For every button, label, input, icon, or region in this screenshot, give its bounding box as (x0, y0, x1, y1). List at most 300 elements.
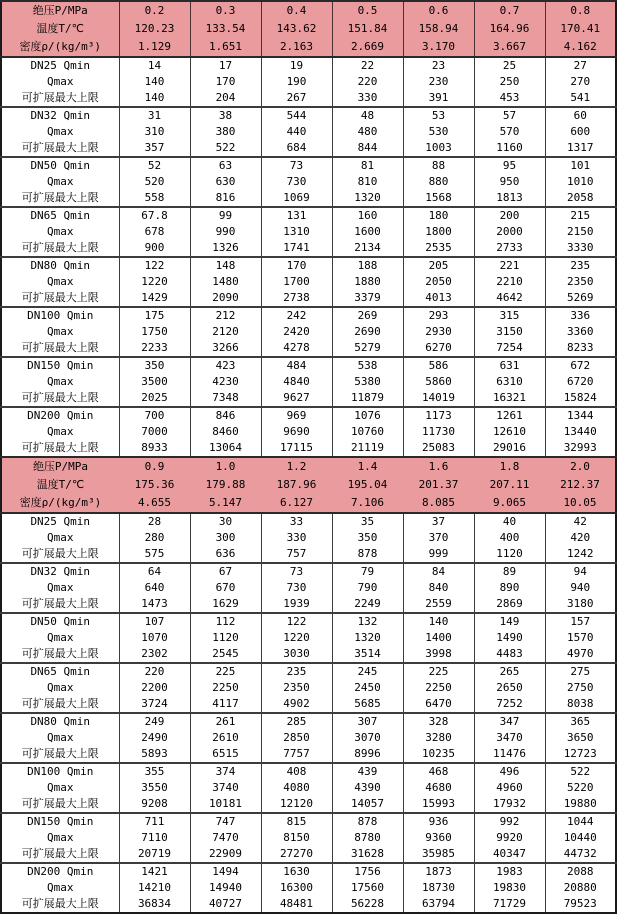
density-value: 4.655 (137, 496, 172, 509)
qmax-label: Qmax (47, 175, 74, 188)
qmin-value: 38 (190, 107, 261, 124)
qmin-value: 149 (474, 613, 545, 630)
qmin-value: 200 (474, 207, 545, 224)
table-row (1, 274, 616, 290)
qmin-value: 81 (332, 157, 403, 174)
qmin-value: 60 (545, 107, 616, 124)
qmin-value: 160 (332, 207, 403, 224)
qmin-value: 79 (332, 563, 403, 580)
dn-group (1, 157, 616, 207)
dn-group (1, 613, 616, 663)
expandable-max-value: 3330 (545, 240, 616, 257)
expandable-max-value: 8933 (119, 440, 190, 457)
expandable-max-value: 1813 (474, 190, 545, 207)
qmax-value: 2690 (332, 324, 403, 340)
dn-qmin-label: DN25 Qmin (30, 59, 91, 72)
table-row (1, 863, 616, 880)
table-row (1, 240, 616, 257)
expandable-max-value: 1473 (119, 596, 190, 613)
expandable-max-value: 2733 (474, 240, 545, 257)
qmax-value: 220 (332, 74, 403, 90)
qmin-value: 245 (332, 663, 403, 680)
expandable-max-value: 8038 (545, 696, 616, 713)
expandable-max-value: 4013 (403, 290, 474, 307)
expandable-max-value: 12120 (261, 796, 332, 813)
expandable-max-value: 1242 (545, 546, 616, 563)
qmax-value: 730 (261, 580, 332, 596)
table-row (1, 140, 616, 157)
qmax-value: 13440 (545, 424, 616, 440)
density-label: 密度ρ/(kg/m³) (19, 40, 102, 53)
pressure-value: 0.5 (332, 1, 403, 20)
temperature-value: 179.88 (205, 478, 246, 491)
table-row (1, 107, 616, 124)
expandable-max-value: 140 (119, 90, 190, 107)
pressure-row (1, 1, 616, 20)
qmin-value: 265 (474, 663, 545, 680)
expandable-max-value: 3266 (190, 340, 261, 357)
expandable-max-value: 2302 (119, 646, 190, 663)
expandable-max-value: 6470 (403, 696, 474, 713)
pressure-header-band (1, 457, 616, 513)
qmin-value: 538 (332, 357, 403, 374)
expandable-max-label: 可扩展最大上限 (21, 697, 99, 710)
table-row (1, 663, 616, 680)
expandable-max-value: 1429 (119, 290, 190, 307)
expandable-max-value: 5269 (545, 290, 616, 307)
table-row (1, 207, 616, 224)
qmax-value: 18730 (403, 880, 474, 896)
qmin-value: 212 (190, 307, 261, 324)
qmax-value: 330 (261, 530, 332, 546)
density-value: 6.127 (279, 496, 314, 509)
expandable-max-value: 3514 (332, 646, 403, 663)
expandable-max-label: 可扩展最大上限 (21, 597, 99, 610)
qmin-value: 30 (190, 513, 261, 530)
qmin-value: 242 (261, 307, 332, 324)
dn-qmin-label: DN32 Qmin (30, 565, 91, 578)
temperature-value: 201.37 (418, 478, 459, 491)
qmin-value: 1076 (332, 407, 403, 424)
table-row (1, 880, 616, 896)
qmin-value: 1630 (261, 863, 332, 880)
expandable-max-value: 1120 (474, 546, 545, 563)
qmax-value: 10760 (332, 424, 403, 440)
qmin-value: 307 (332, 713, 403, 730)
qmin-value: 700 (119, 407, 190, 424)
expandable-max-value: 999 (403, 546, 474, 563)
qmin-value: 40 (474, 513, 545, 530)
expandable-max-label: 可扩展最大上限 (21, 141, 99, 154)
expandable-max-value: 2249 (332, 596, 403, 613)
pressure-value: 1.2 (286, 460, 307, 473)
table-row (1, 174, 616, 190)
dn-group (1, 107, 616, 157)
density-label: 密度ρ/(kg/m³) (19, 496, 102, 509)
qmax-value: 3360 (545, 324, 616, 340)
qmax-value: 2050 (403, 274, 474, 290)
qmax-label: Qmax (47, 881, 74, 894)
dn-qmin-label: DN100 Qmin (27, 309, 94, 322)
qmin-value: 67.8 (119, 207, 190, 224)
qmax-value: 880 (403, 174, 474, 190)
qmin-value: 815 (261, 813, 332, 830)
qmax-value: 170 (190, 74, 261, 90)
qmax-value: 2250 (190, 680, 261, 696)
qmax-value: 1120 (190, 630, 261, 646)
pressure-value: 0.6 (403, 1, 474, 20)
temperature-value: 195.04 (347, 478, 388, 491)
qmax-value: 520 (119, 174, 190, 190)
qmax-value: 7470 (190, 830, 261, 846)
expandable-max-value: 36834 (119, 896, 190, 913)
expandable-max-value: 14019 (403, 390, 474, 407)
expandable-max-value: 10181 (190, 796, 261, 813)
qmax-label: Qmax (47, 531, 74, 544)
pressure-value: 1.6 (428, 460, 449, 473)
qmin-value: 140 (403, 613, 474, 630)
table-row (1, 713, 616, 730)
expandable-max-value: 22909 (190, 846, 261, 863)
expandable-max-value: 3030 (261, 646, 332, 663)
qmax-value: 440 (261, 124, 332, 140)
density-row (1, 494, 616, 513)
expandable-max-value: 5279 (332, 340, 403, 357)
density-value: 9.065 (492, 496, 527, 509)
table-row (1, 190, 616, 207)
expandable-max-value: 4483 (474, 646, 545, 663)
expandable-max-value: 4642 (474, 290, 545, 307)
expandable-max-value: 2535 (403, 240, 474, 257)
qmax-value: 350 (332, 530, 403, 546)
expandable-max-value: 878 (332, 546, 403, 563)
qmax-value: 1570 (545, 630, 616, 646)
qmax-value: 9920 (474, 830, 545, 846)
qmin-value: 25 (474, 57, 545, 74)
qmin-value: 52 (119, 157, 190, 174)
temperature-label: 温度T/℃ (36, 478, 85, 491)
qmax-value: 6720 (545, 374, 616, 390)
expandable-max-value: 1160 (474, 140, 545, 157)
qmin-value: 63 (190, 157, 261, 174)
qmin-value: 53 (403, 107, 474, 124)
expandable-max-value: 21119 (332, 440, 403, 457)
table-row (1, 830, 616, 846)
qmax-value: 2750 (545, 680, 616, 696)
qmax-value: 1220 (119, 274, 190, 290)
expandable-max-label: 可扩展最大上限 (21, 191, 99, 204)
qmax-value: 2610 (190, 730, 261, 746)
qmax-value: 1490 (474, 630, 545, 646)
dn-group (1, 713, 616, 763)
qmax-value: 790 (332, 580, 403, 596)
qmin-value: 235 (545, 257, 616, 274)
qmax-value: 3470 (474, 730, 545, 746)
qmax-value: 280 (119, 530, 190, 546)
qmax-value: 1800 (403, 224, 474, 240)
expandable-max-value: 14057 (332, 796, 403, 813)
density-value: 1.129 (119, 38, 190, 57)
pressure-value: 1.0 (215, 460, 236, 473)
qmin-value: 1044 (545, 813, 616, 830)
temperature-value: 212.37 (560, 478, 600, 491)
table-row (1, 563, 616, 580)
expandable-max-value: 31628 (332, 846, 403, 863)
qmin-value: 484 (261, 357, 332, 374)
qmax-value: 3740 (190, 780, 261, 796)
expandable-max-value: 20719 (119, 846, 190, 863)
qmin-value: 33 (261, 513, 332, 530)
expandable-max-value: 35985 (403, 846, 474, 863)
table-row (1, 613, 616, 630)
qmin-value: 468 (403, 763, 474, 780)
qmax-value: 4840 (261, 374, 332, 390)
table-row (1, 896, 616, 913)
dn-group (1, 863, 616, 913)
pressure-header-band (1, 1, 616, 57)
qmin-value: 1494 (190, 863, 261, 880)
qmin-value: 1421 (119, 863, 190, 880)
qmin-value: 439 (332, 763, 403, 780)
temperature-value: 164.96 (474, 20, 545, 38)
expandable-max-value: 7757 (261, 746, 332, 763)
table-row (1, 90, 616, 107)
expandable-max-value: 3998 (403, 646, 474, 663)
qmin-value: 31 (119, 107, 190, 124)
qmax-label: Qmax (47, 225, 74, 238)
density-value: 1.651 (190, 38, 261, 57)
dn-qmin-label: DN65 Qmin (30, 209, 91, 222)
qmax-value: 530 (403, 124, 474, 140)
table-row (1, 763, 616, 780)
qmax-value: 8780 (332, 830, 403, 846)
qmin-value: 175 (119, 307, 190, 324)
qmax-value: 678 (119, 224, 190, 240)
qmax-value: 12610 (474, 424, 545, 440)
qmin-value: 315 (474, 307, 545, 324)
table-row (1, 646, 616, 663)
qmin-value: 122 (119, 257, 190, 274)
expandable-max-value: 267 (261, 90, 332, 107)
expandable-max-value: 3724 (119, 696, 190, 713)
qmax-value: 2350 (545, 274, 616, 290)
expandable-max-value: 2233 (119, 340, 190, 357)
pressure-value: 2.0 (570, 460, 590, 473)
density-value: 5.147 (208, 496, 243, 509)
qmax-value: 5860 (403, 374, 474, 390)
qmax-value: 380 (190, 124, 261, 140)
expandable-max-value: 10235 (403, 746, 474, 763)
qmax-value: 230 (403, 74, 474, 90)
qmax-label: Qmax (47, 731, 74, 744)
qmax-value: 1750 (119, 324, 190, 340)
qmin-value: 2088 (545, 863, 616, 880)
table-row (1, 780, 616, 796)
qmax-value: 630 (190, 174, 261, 190)
pressure-row (1, 457, 616, 476)
qmax-value: 19830 (474, 880, 545, 896)
qmin-value: 936 (403, 813, 474, 830)
qmin-value: 249 (119, 713, 190, 730)
qmin-value: 131 (261, 207, 332, 224)
expandable-max-value: 844 (332, 140, 403, 157)
qmin-value: 328 (403, 713, 474, 730)
qmax-value: 17560 (332, 880, 403, 896)
qmin-value: 22 (332, 57, 403, 74)
dn-group (1, 663, 616, 713)
density-value: 2.163 (261, 38, 332, 57)
density-value: 8.085 (421, 496, 456, 509)
expandable-max-value: 79523 (545, 896, 616, 913)
table-row (1, 407, 616, 424)
dn-qmin-label: DN80 Qmin (30, 715, 91, 728)
table-row (1, 846, 616, 863)
qmax-value: 3280 (403, 730, 474, 746)
qmin-value: 846 (190, 407, 261, 424)
dn-group (1, 513, 616, 563)
pressure-label: 绝压P/MPa (32, 4, 88, 17)
expandable-max-label: 可扩展最大上限 (21, 747, 99, 760)
expandable-max-value: 4278 (261, 340, 332, 357)
expandable-max-value: 4970 (545, 646, 616, 663)
expandable-max-value: 9208 (119, 796, 190, 813)
qmax-value: 1310 (261, 224, 332, 240)
qmin-value: 1873 (403, 863, 474, 880)
qmax-value: 16300 (261, 880, 332, 896)
temperature-row (1, 476, 616, 494)
qmax-value: 3150 (474, 324, 545, 340)
qmin-value: 355 (119, 763, 190, 780)
qmin-value: 631 (474, 357, 545, 374)
expandable-max-value: 204 (190, 90, 261, 107)
expandable-max-value: 2738 (261, 290, 332, 307)
expandable-max-label: 可扩展最大上限 (21, 797, 99, 810)
qmax-value: 5220 (545, 780, 616, 796)
table-row (1, 357, 616, 374)
qmin-value: 275 (545, 663, 616, 680)
dn-qmin-label: DN25 Qmin (30, 515, 91, 528)
expandable-max-value: 32993 (545, 440, 616, 457)
pressure-value: 0.9 (144, 460, 165, 473)
qmax-value: 3070 (332, 730, 403, 746)
qmin-value: 347 (474, 713, 545, 730)
temperature-value: 143.62 (261, 20, 332, 38)
qmin-value: 586 (403, 357, 474, 374)
expandable-max-value: 2134 (332, 240, 403, 257)
qmax-value: 300 (190, 530, 261, 546)
qmin-value: 112 (190, 613, 261, 630)
qmin-value: 423 (190, 357, 261, 374)
qmax-value: 4680 (403, 780, 474, 796)
qmax-value: 480 (332, 124, 403, 140)
qmax-value: 14940 (190, 880, 261, 896)
qmin-value: 1261 (474, 407, 545, 424)
qmin-value: 99 (190, 207, 261, 224)
qmax-value: 8460 (190, 424, 261, 440)
qmax-value: 4080 (261, 780, 332, 796)
table-row (1, 440, 616, 457)
dn-qmin-label: DN200 Qmin (27, 409, 94, 422)
qmin-value: 522 (545, 763, 616, 780)
qmax-value: 14210 (119, 880, 190, 896)
expandable-max-value: 900 (119, 240, 190, 257)
qmax-value: 1010 (545, 174, 616, 190)
table-row (1, 813, 616, 830)
qmax-value: 9360 (403, 830, 474, 846)
qmax-value: 5380 (332, 374, 403, 390)
qmax-value: 4390 (332, 780, 403, 796)
qmax-value: 370 (403, 530, 474, 546)
table-row (1, 224, 616, 240)
dn-qmin-label: DN150 Qmin (27, 815, 94, 828)
qmax-value: 10440 (545, 830, 616, 846)
temperature-value: 175.36 (134, 478, 175, 491)
qmax-value: 6310 (474, 374, 545, 390)
qmin-value: 132 (332, 613, 403, 630)
dn-group (1, 407, 616, 457)
expandable-max-value: 15824 (545, 390, 616, 407)
expandable-max-label: 可扩展最大上限 (21, 847, 99, 860)
qmax-label: Qmax (47, 681, 74, 694)
qmax-label: Qmax (47, 781, 74, 794)
qmax-value: 2650 (474, 680, 545, 696)
expandable-max-value: 636 (190, 546, 261, 563)
expandable-max-value: 2058 (545, 190, 616, 207)
qmax-value: 2930 (403, 324, 474, 340)
qmin-value: 188 (332, 257, 403, 274)
temperature-value: 158.94 (403, 20, 474, 38)
temperature-value: 187.96 (276, 478, 317, 491)
density-row (1, 38, 616, 57)
expandable-max-value: 1629 (190, 596, 261, 613)
expandable-max-value: 7254 (474, 340, 545, 357)
qmax-label: Qmax (47, 631, 74, 644)
qmax-value: 1700 (261, 274, 332, 290)
qmin-value: 19 (261, 57, 332, 74)
qmax-label: Qmax (47, 425, 74, 438)
expandable-max-value: 2545 (190, 646, 261, 663)
qmin-value: 215 (545, 207, 616, 224)
dn-qmin-label: DN80 Qmin (30, 259, 91, 272)
qmin-value: 672 (545, 357, 616, 374)
expandable-max-value: 19880 (545, 796, 616, 813)
qmin-value: 1756 (332, 863, 403, 880)
temperature-value: 133.54 (190, 20, 261, 38)
expandable-max-value: 5893 (119, 746, 190, 763)
qmax-value: 600 (545, 124, 616, 140)
qmin-value: 496 (474, 763, 545, 780)
qmin-value: 180 (403, 207, 474, 224)
expandable-max-value: 558 (119, 190, 190, 207)
temperature-value: 207.11 (489, 478, 530, 491)
qmin-value: 23 (403, 57, 474, 74)
qmin-value: 365 (545, 713, 616, 730)
dn-qmin-label: DN200 Qmin (27, 865, 94, 878)
expandable-max-value: 71729 (474, 896, 545, 913)
expandable-max-label: 可扩展最大上限 (21, 547, 99, 560)
dn-qmin-label: DN150 Qmin (27, 359, 94, 372)
qmin-value: 17 (190, 57, 261, 74)
qmax-value: 2850 (261, 730, 332, 746)
expandable-max-value: 357 (119, 140, 190, 157)
qmax-value: 810 (332, 174, 403, 190)
expandable-max-label: 可扩展最大上限 (21, 241, 99, 254)
qmax-value: 8150 (261, 830, 332, 846)
dn-group (1, 357, 616, 407)
expandable-max-value: 757 (261, 546, 332, 563)
expandable-max-value: 40347 (474, 846, 545, 863)
table-row (1, 596, 616, 613)
